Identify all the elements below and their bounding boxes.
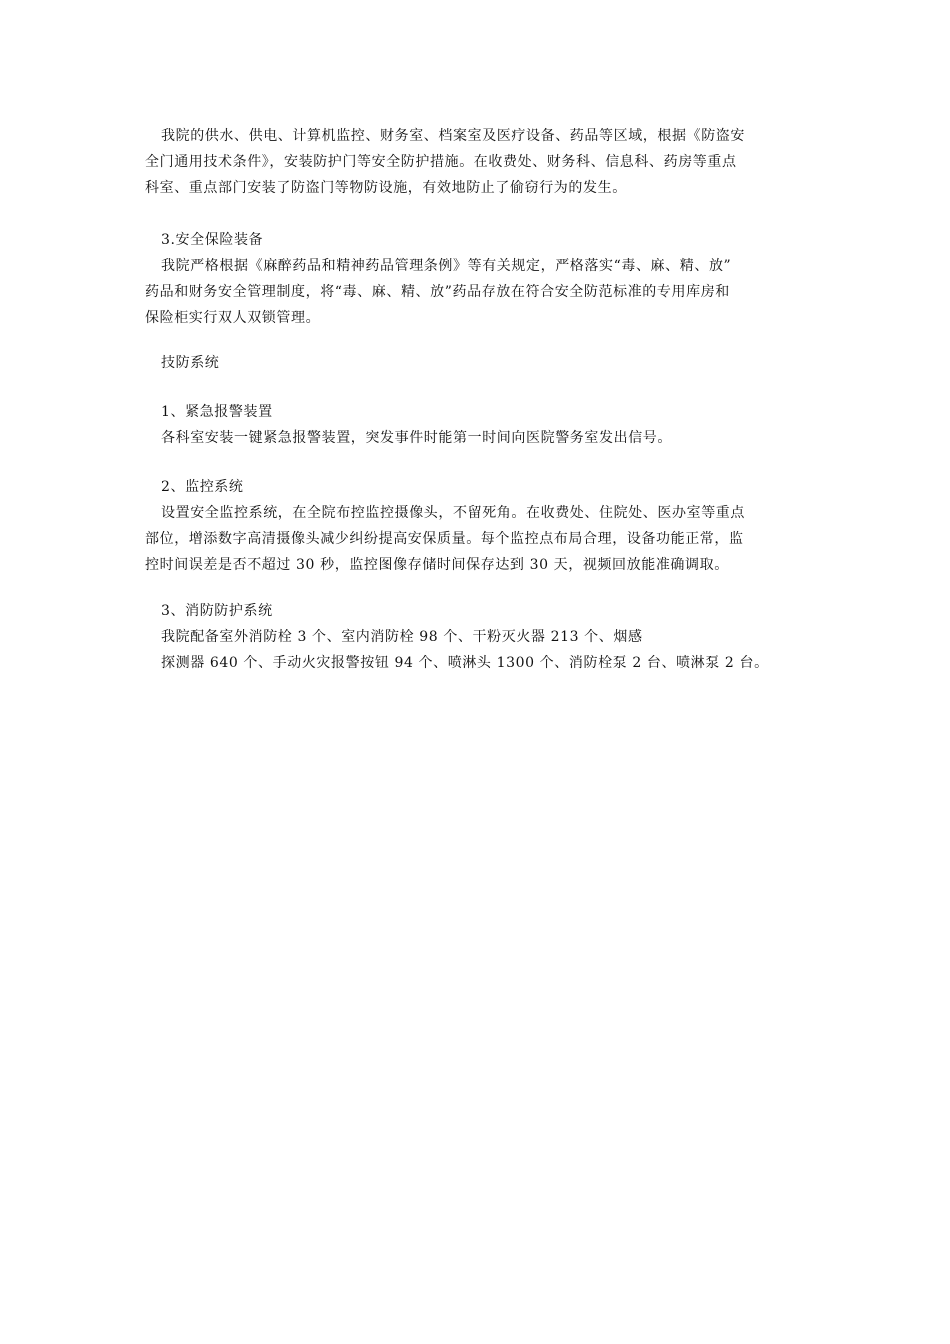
paragraph-line: 我院的供水、供电、计算机监控、财务室、档案室及医疗设备、药品等区域，根据《防盗安	[161, 128, 745, 144]
paragraph-line: 药品和财务安全管理制度，将“毒、麻、精、放”药品存放在符合安全防范标准的专用库房和	[145, 284, 730, 300]
item-fire-protection	[145, 598, 807, 676]
paragraph-line: 科室、重点部门安装了防盗门等物防设施，有效地防止了偷窃行为的发生。	[145, 180, 627, 196]
paragraph-physical-protection	[145, 123, 807, 201]
tech-defense-heading-block	[145, 350, 807, 376]
section-heading: 3.安全保险装备	[161, 232, 264, 248]
paragraph-line: 各科室安装一键紧急报警装置，突发事件时能第一时间向医院警务室发出信号。	[161, 430, 672, 446]
item-heading: 1、紧急报警装置	[161, 404, 273, 420]
item-monitoring-system	[145, 474, 807, 578]
paragraph-line: 全门通用技术条件》，安装防护门等安全防护措施。在收费处、财务科、信息科、药房等重点	[145, 154, 737, 170]
paragraph-line: 设置安全监控系统，在全院布控监控摄像头，不留死角。在收费处、住院处、医办室等重点	[161, 505, 745, 521]
item-heading: 3、消防防护系统	[161, 603, 273, 619]
section-safety-equipment	[145, 227, 807, 331]
section-heading: 技防系统	[161, 355, 220, 371]
item-emergency-alarm	[145, 399, 807, 451]
item-heading: 2、监控系统	[161, 479, 244, 495]
paragraph-line: 探测器 640 个、手动火灾报警按钮 94 个、喷淋头 1300 个、消防栓泵 2 台、喷淋泵 2 台。	[161, 655, 769, 671]
paragraph-line: 控时间误差是否不超过 30 秒，监控图像存储时间保存达到 30 天，视频回放能准确调取。	[145, 557, 729, 573]
paragraph-line: 我院严格根据《麻醉药品和精神药品管理条例》等有关规定，严格落实“毒、麻、精、放”	[161, 258, 732, 274]
paragraph-line: 部位，增添数字高清摄像头减少纠纷提高安保质量。每个监控点布局合理，设备功能正常，监	[145, 531, 744, 547]
paragraph-line: 我院配备室外消防栓 3 个、室内消防栓 98 个、干粉灭火器 213 个、烟感	[161, 629, 643, 645]
paragraph-line: 保险柜实行双人双锁管理。	[145, 310, 321, 326]
